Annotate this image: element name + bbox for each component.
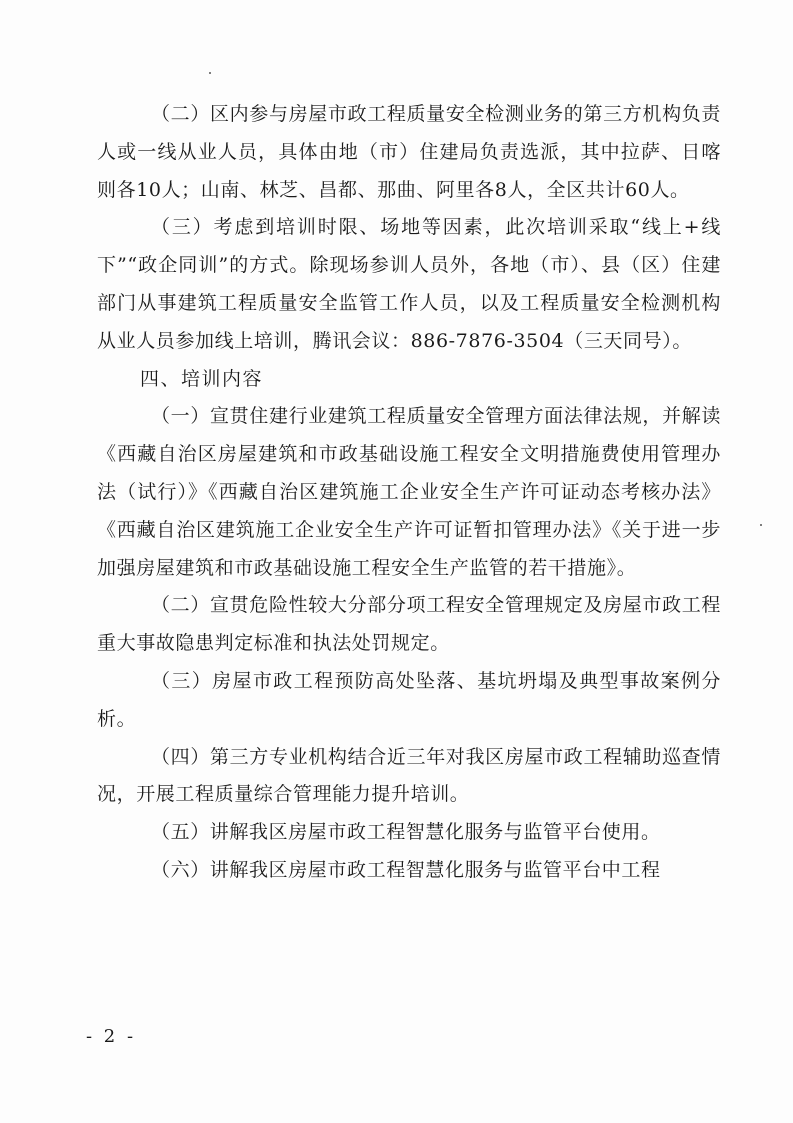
- scan-speck: [760, 524, 762, 526]
- page-number: - 2 -: [86, 1026, 137, 1047]
- content-item: （三）房屋市政工程预防高处坠落、基坑坍塌及典型事故案例分析。: [97, 669, 721, 730]
- section-heading: 四、培训内容: [140, 367, 264, 390]
- participants-paragraph: （二）区内参与房屋市政工程质量安全检测业务的第三方机构负责人或一线从业人员，具体由地（市）住建局负责选派，其中拉萨、日喀则各10人；山南、林芝、昌都、那曲、阿里各8人，全区共计60人。: [97, 103, 721, 201]
- content-item: （五）讲解我区房屋市政工程智慧化服务与监管平台使用。: [151, 821, 661, 844]
- scan-speck: [209, 72, 211, 74]
- content-item: （二）宣贯危险性较大分部分项工程安全管理规定及房屋市政工程重大事故隐患判定标准和执法处罚规定。: [97, 594, 721, 655]
- content-item: （一）宣贯住建行业建筑工程质量安全管理方面法律法规，并解读《西藏自治区房屋建筑和市政基础设施工程安全文明措施费使用管理办法（试行）》《西藏自治区建筑施工企业安全生产许可证动态考核办法》《西藏自治区建筑施工企业安全生产许可证暂扣管理办法》《关于进一步加强房屋建筑和市政基础设施工程安全生产监管的若干措施》。: [97, 405, 721, 579]
- training-format-paragraph: （三）考虑到培训时限、场地等因素，此次培训采取“线上+线下”“政企同训”的方式。除现场参训人员外，各地（市）、县（区）住建部门从事建筑工程质量安全监管工作人员，以及工程质量安全检测机构从业人员参加线上培训，腾讯会议：886-7876-3504（三天同号）。: [97, 216, 721, 352]
- content-item: （四）第三方专业机构结合近三年对我区房屋市政工程辅助巡查情况，开展工程质量综合管理能力提升培训。: [97, 745, 721, 806]
- document-body: [97, 96, 721, 890]
- content-item: （六）讲解我区房屋市政工程智慧化服务与监管平台中工程: [151, 858, 661, 881]
